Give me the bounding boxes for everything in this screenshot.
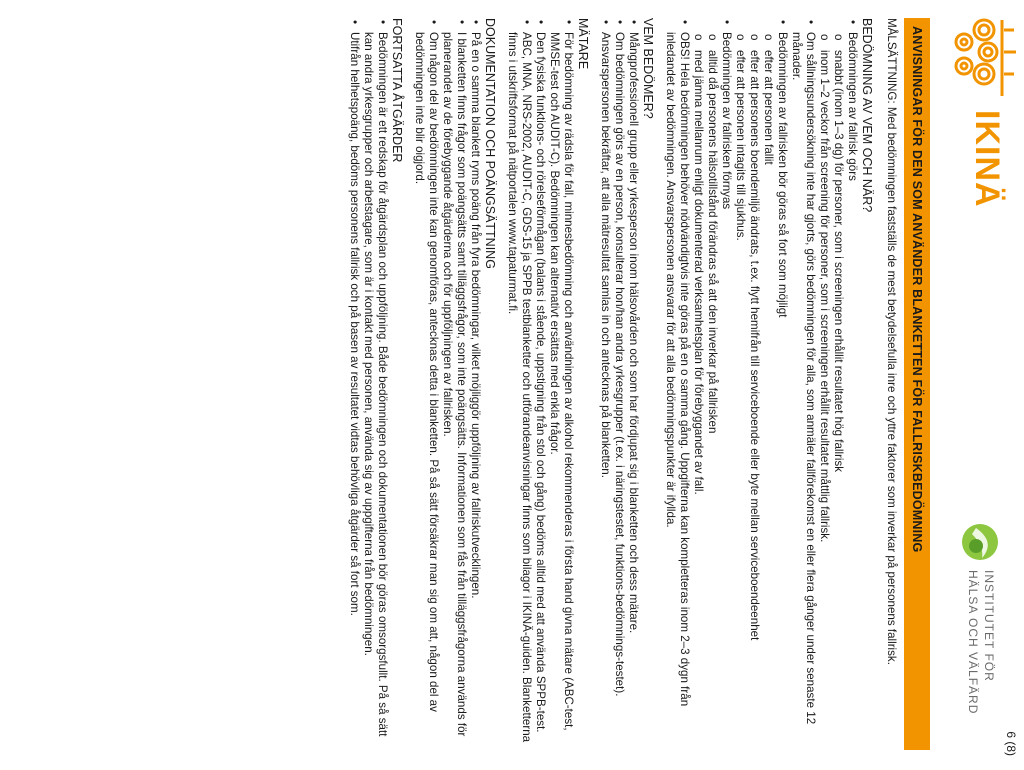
- list-item: • ABC, MNA, NRS-2002, AUDIT-C, GDS-15 ja SPPB testblanketter och utförandeanvisningar finns som bilagor i IKINÄ-guiden. Blanketterna finns i utskriftsformat på nätportalen www.tapaturmat.fi.: [505, 32, 533, 748]
- institute-name-line-1: INSTITUTET FÖR: [982, 570, 996, 682]
- list-item: • Om någon del av bedömningen inte kan genomföras, antecknas detta i blanketten. På så sätt försäkrar man sig om att, någon del av bedömningen inte blir oigjord.: [412, 32, 440, 748]
- sub-list: [691, 32, 719, 748]
- goal-paragraph: MÅLSÄTTNING: Med bedömningen fastställs de mest betydelsefulla inre och yttre faktorer som inverkar på personens fallrisk.: [885, 18, 898, 665]
- list-item: • Om bedömningen görs av en person, konsulterar hon/han andra yrkesgrupper (t.ex. i näringstestet, funktions-bedömnings-testet).: [612, 32, 626, 748]
- section-title-who-assesses: VEM BEDÖMER?: [641, 18, 655, 119]
- measures-list: [505, 18, 575, 748]
- institute-leaf-icon: [958, 520, 1002, 564]
- sub-list: [817, 32, 845, 748]
- ikina-swirl-icon: [948, 12, 1018, 102]
- list-item: [691, 32, 733, 748]
- further-actions-list: [347, 18, 389, 748]
- documentation-list: [412, 18, 482, 748]
- list-item: • Bedömningen är ett redskap för åtgärdsplan och uppföljning. Både bedömningen och dokumentationen bör göras omsorgsfullt. På så sätt kan andra yrkesgrupper och arbetstagare, som är i kontakt med personen, använda sig av uppgifterna från bedömningen.: [361, 32, 389, 748]
- sub-list: [733, 32, 775, 748]
- list-item-text: Bedömningen av fallrisk görs: [846, 32, 859, 181]
- list-item: • På en o samma blankett ryms poäng från fyra bedömningar, vilket möjliggör uppföljning av fallriskutvecklingen.: [468, 32, 482, 748]
- page-number: 6 (8): [1004, 731, 1018, 756]
- page-header: [932, 0, 1024, 766]
- document-body: [347, 18, 900, 748]
- sub-list-item: o efter att personen intagits till sjukhus.: [733, 50, 747, 748]
- section-title-assessment: BEDÖMNING AV VEM OCH NÄR?: [860, 18, 874, 213]
- list-item: • Utifrån helhetspoäng, bedöms personens fallrisk och på basen av resultatet vidtas behövliga åtgärder så fort som.: [347, 32, 361, 748]
- sub-list-item: o inom 1–2 veckor från screening för personer, som i screeningen erhållit resultatet måttlig fallrisk.: [817, 50, 831, 748]
- sub-list-item: o snabbt (inom 1–3 dg) för personer, som i screeningen erhållit resultatet hög fallrisk: [831, 50, 845, 748]
- list-item-text: Bedömningen av fallrisken bör göras så fort som möjligt: [776, 32, 789, 318]
- section-title-documentation: DOKUMENTATION OCH POÄNGSÄTTNING: [483, 18, 497, 269]
- list-item: [733, 32, 789, 748]
- list-item: • Den fysiska funktions- och rörelseförmågan (balans i stående, uppstigning från stol och gång) bedöms alltid med att använda SPPB-test.: [533, 32, 547, 748]
- title-banner: ANVISNINGAR FÖR DEN SOM ANVÄNDER BLANKETTEN FÖR FALLRISKBEDÖMNING: [904, 18, 930, 750]
- ikina-wordmark: IKINÄ: [968, 110, 1006, 208]
- who-assesses-list: [598, 18, 640, 748]
- list-item: • För bedömning av rädsla för fall, minnesbedömning och användningen av alkohol rekommenderas i första hand givna mätare (ABC-test, MMSE-test och AUDIT-C). Bedömningen kan alternativt ersättas med enkla frågor.: [547, 32, 575, 748]
- sub-list-item: o efter att personens boendemiljö ändrats, t.ex. flytt hemifrån till serviceboende eller byte mellan serviceboendeenhet: [747, 50, 761, 748]
- assessment-list: [663, 18, 859, 748]
- list-item: • Ansvarspersonen bekräftar, att alla mätresultat samlas in och antecknas på blanketten.: [598, 32, 612, 748]
- section-title-further-actions: FORTSATTA ÅTGÄRDER: [390, 18, 404, 163]
- list-item: [817, 32, 859, 748]
- sub-list-item: o efter att personen fallit: [761, 50, 775, 748]
- list-item-text: Bedömningen av fallrisken förnyas: [720, 32, 733, 210]
- list-item: • I blanketten finns frågor som poängsätts samt tilläggsfrågor, som inte poängsätts. Informationen som fås från tilläggsfrågorna används för planerandet av de förebyggande åtgärderna och för uppföljningen av fallrisken.: [440, 32, 468, 748]
- ikina-logo: [948, 12, 1018, 252]
- section-title-measures: MÄTARE: [576, 18, 590, 70]
- list-item: • OBS! Hela bedömningen behöver nödvändigtvis inte göras på en o samma gång. Uppgifterna kan kompletteras inom 2–3 dygn från inledandet av bedömningen. Ansvarspersonen ansvarar för att alla bedömningspunkter är ifyllda.: [663, 32, 691, 748]
- sub-list-item: o alltid då personens hälsotillstånd förändras så att den inverkar på fallrisken: [705, 50, 719, 748]
- sub-list-item: o med jämna mellanrum enligt dokumenterad verksamhetsplan för förebyggandet av fall.: [691, 50, 705, 748]
- institute-logo: [940, 520, 1004, 770]
- institute-name-line-2: HÄLSA OCH VÄLFÄRD: [966, 570, 980, 715]
- list-item: • Om sållningsundersökning inte har gjorts, görs bedömningen för alla, som anmäler fallförekomst en eller flera gånger under senaste 12 månader.: [789, 32, 817, 748]
- list-item: • Mångprofessionell grupp eller yrkesperson inom hälsovården och som har fördjupat sig i blanketten och dess mätare.: [626, 32, 640, 748]
